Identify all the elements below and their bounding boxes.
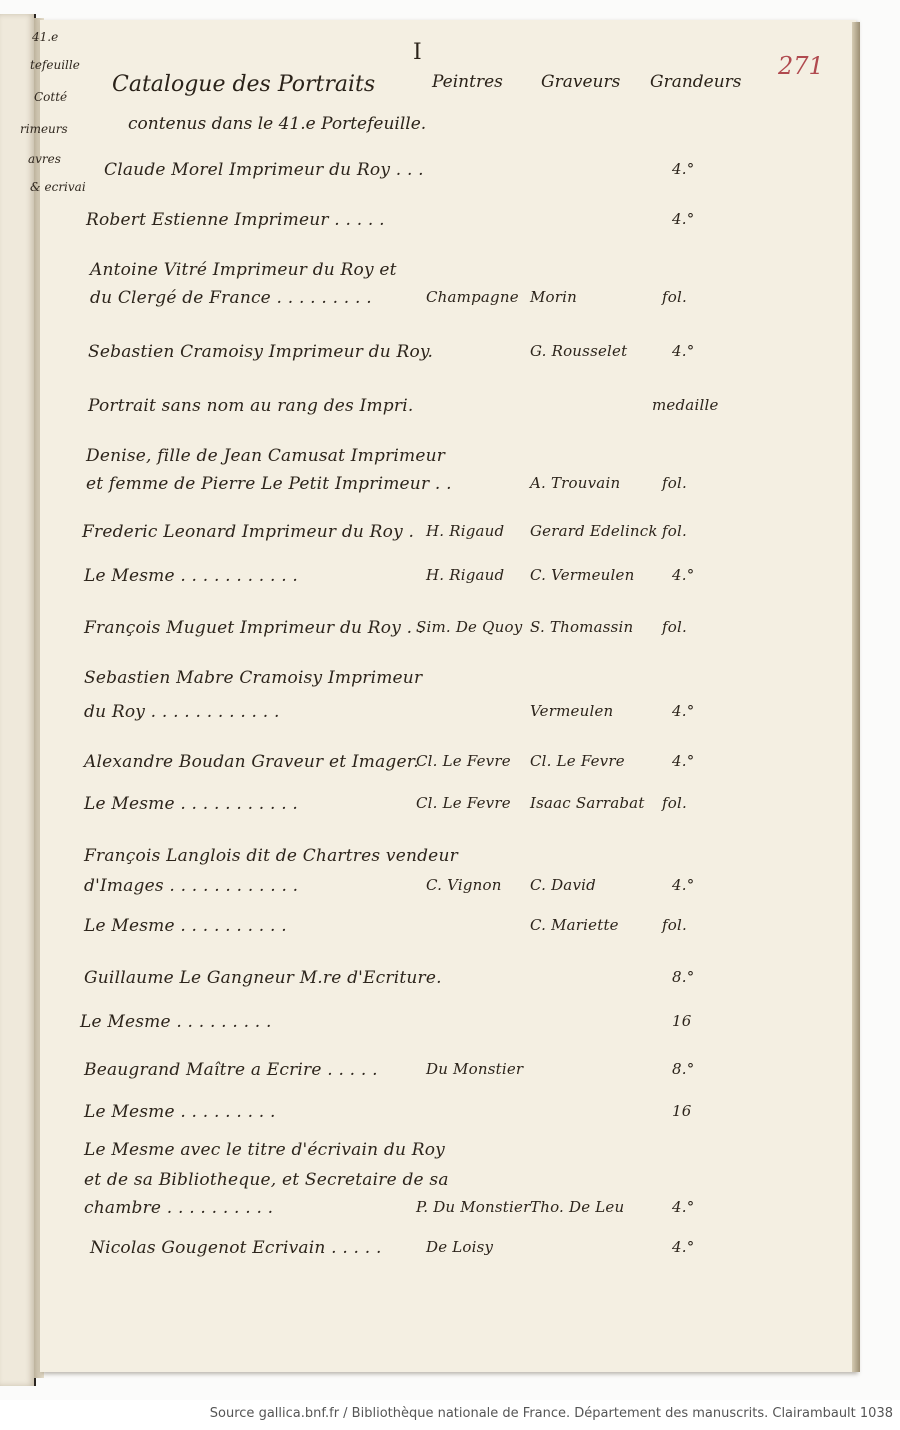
entry-painter: Cl. Le Fevre: [416, 752, 511, 770]
entry-name-line: chambre . . . . . . . . . .: [84, 1198, 274, 1218]
entry-size: fol.: [662, 618, 687, 636]
entry-name-line: Le Mesme . . . . . . . . . .: [84, 916, 287, 936]
entry-name-line: Guillaume Le Gangneur M.re d'Ecriture.: [84, 968, 442, 988]
entry-name-line: Sebastien Cramoisy Imprimeur du Roy.: [88, 342, 434, 362]
entry-painter: H. Rigaud: [426, 522, 505, 540]
entry-name-line: du Clergé de France . . . . . . . . .: [90, 288, 372, 308]
margin-note: rimeurs: [20, 122, 68, 136]
entry-size: 4.°: [672, 566, 695, 584]
entry-name-line: Le Mesme . . . . . . . . . . .: [84, 566, 299, 586]
entry-size: 4.°: [672, 1238, 695, 1256]
entry-painter: Cl. Le Fevre: [416, 794, 511, 812]
entry-name-line: Claude Morel Imprimeur du Roy . . .: [104, 160, 424, 180]
facing-page-edge: [0, 14, 36, 1386]
entry-size: 8.°: [672, 1060, 695, 1078]
entry-painter: Sim. De Quoy: [416, 618, 523, 636]
entry-name-line: et de sa Bibliotheque, et Secretaire de sa: [84, 1170, 449, 1190]
entry-name-line: Portrait sans nom au rang des Impri.: [88, 396, 414, 416]
entry-size: fol.: [662, 522, 687, 540]
margin-note: Cotté: [34, 90, 68, 104]
entry-name-line: François Muguet Imprimeur du Roy . .: [84, 618, 424, 638]
entry-engraver: Isaac Sarrabat: [530, 794, 645, 812]
entry-name-line: Denise, fille de Jean Camusat Imprimeur: [86, 446, 446, 466]
folio-number: 271: [778, 52, 824, 80]
entry-painter: Du Monstier: [426, 1060, 524, 1078]
entry-size: 4.°: [672, 752, 695, 770]
entry-painter: De Loisy: [426, 1238, 494, 1256]
entry-name-line: du Roy . . . . . . . . . . . .: [84, 702, 280, 722]
entry-size: 16: [672, 1012, 692, 1030]
catalogue-title: Catalogue des Portraits: [112, 72, 376, 97]
entry-size: 8.°: [672, 968, 695, 986]
entry-name-line: d'Images . . . . . . . . . . . .: [84, 876, 299, 896]
source-footer: Source gallica.bnf.fr / Bibliothèque nationale de France. Département des manuscrits. Clairambault 1038: [209, 1406, 893, 1421]
entry-engraver: C. David: [530, 876, 596, 894]
entry-engraver: Tho. De Leu: [530, 1198, 625, 1216]
entry-name-line: Beaugrand Maître a Ecrire . . . . .: [84, 1060, 378, 1080]
entry-painter: P. Du Monstier: [416, 1198, 531, 1216]
entry-size: 16: [672, 1102, 692, 1120]
entry-size: 4.°: [672, 210, 695, 228]
entry-size: fol.: [662, 794, 687, 812]
entry-size: 4.°: [672, 160, 695, 178]
margin-note: avres: [28, 152, 61, 166]
entry-size: 4.°: [672, 702, 695, 720]
entry-name-line: Le Mesme . . . . . . . . .: [84, 1102, 276, 1122]
margin-note: tefeuille: [30, 58, 80, 72]
entry-engraver: Cl. Le Fevre: [530, 752, 625, 770]
entry-name-line: et femme de Pierre Le Petit Imprimeur . .: [86, 474, 452, 494]
entry-engraver: Morin: [530, 288, 578, 306]
entry-size: 4.°: [672, 342, 695, 360]
entry-name-line: Nicolas Gougenot Ecrivain . . . . .: [90, 1238, 382, 1258]
margin-note: 41.e: [32, 30, 59, 44]
entry-size: fol.: [662, 916, 687, 934]
entry-engraver: S. Thomassin: [530, 618, 634, 636]
entry-engraver: Vermeulen: [530, 702, 614, 720]
entry-engraver: G. Rousselet: [530, 342, 628, 360]
entry-engraver: C. Mariette: [530, 916, 619, 934]
entry-name-line: François Langlois dit de Chartres vendeur: [84, 846, 458, 866]
entry-name-line: Alexandre Boudan Graveur et Imager.: [84, 752, 419, 772]
entry-painter: C. Vignon: [426, 876, 502, 894]
entry-size: 4.°: [672, 876, 695, 894]
entry-name-line: Antoine Vitré Imprimeur du Roy et: [90, 260, 397, 280]
entry-name-line: Frederic Leonard Imprimeur du Roy .: [82, 522, 415, 542]
entry-engraver: Gerard Edelinck: [530, 522, 658, 540]
entry-name-line: Robert Estienne Imprimeur . . . . .: [86, 210, 385, 230]
entry-engraver: C. Vermeulen: [530, 566, 635, 584]
entry-painter: H. Rigaud: [426, 566, 505, 584]
entry-size: 4.°: [672, 1198, 695, 1216]
entry-size: fol.: [662, 474, 687, 492]
margin-note: & ecrivai: [30, 180, 86, 194]
page-right-edge: [852, 22, 860, 1372]
column-header-painter: Peintres: [432, 72, 503, 92]
entry-painter: Champagne: [426, 288, 519, 306]
column-header-engraver: Graveurs: [541, 72, 621, 92]
catalogue-subtitle: contenus dans le 41.e Portefeuille.: [128, 114, 427, 134]
section-number: I: [413, 40, 422, 65]
column-header-size: Grandeurs: [650, 72, 742, 92]
entry-name-line: Le Mesme . . . . . . . . . . .: [84, 794, 299, 814]
entry-name-line: Le Mesme . . . . . . . . .: [80, 1012, 272, 1032]
entry-name-line: Sebastien Mabre Cramoisy Imprimeur: [84, 668, 423, 688]
entry-name-line: Le Mesme avec le titre d'écrivain du Roy: [84, 1140, 445, 1160]
entry-size: medaille: [652, 396, 719, 414]
entry-size: fol.: [662, 288, 687, 306]
entry-engraver: A. Trouvain: [530, 474, 621, 492]
